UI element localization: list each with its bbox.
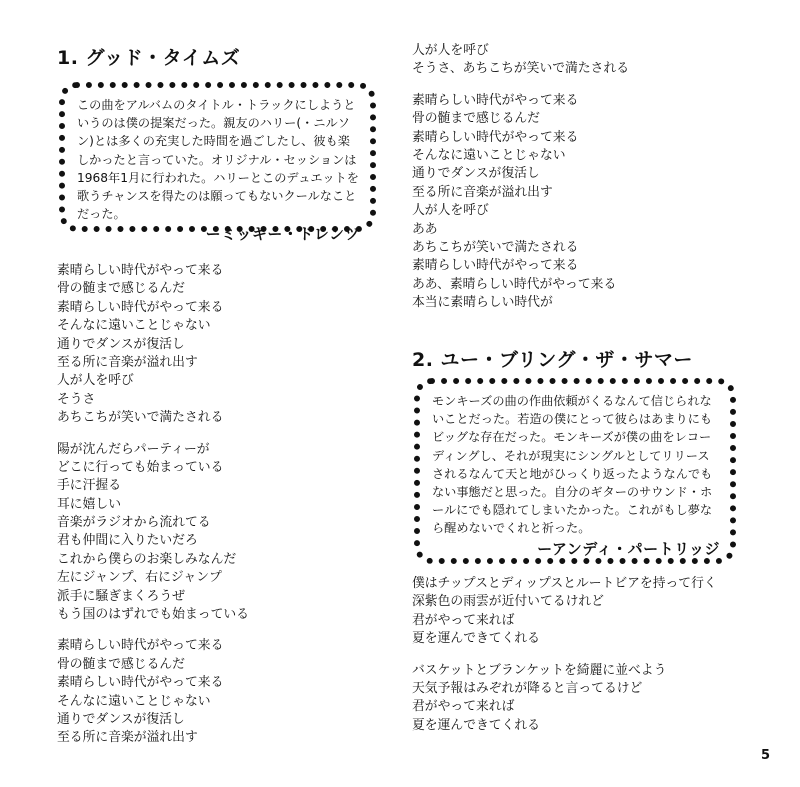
lyric-line: 君がやって来れば — [412, 699, 515, 715]
lyric-line: バスケットとブランケットを綺麗に並べよう — [412, 662, 667, 678]
lyric-line: 素晴らしい時代がやって来る — [57, 675, 224, 691]
lyric-line: 僕はチップスとディップスとルートビアを持って行く — [412, 576, 717, 591]
lyric-line: 派手に騒ぎまくろうぜ — [57, 588, 185, 604]
lyric-line: 陽が沈んだらパーティーが — [57, 441, 210, 457]
lyric-line: あちこちが笑いで満たされる — [57, 410, 224, 426]
lyric-line: あちこちが笑いで満たされる — [412, 239, 579, 255]
lyric-line: ああ、素晴らしい時代がやって来る — [412, 276, 617, 292]
lyric-line: 手に汗握る — [57, 478, 121, 494]
lyric-line: 素晴らしい時代がやって来る — [57, 263, 224, 278]
lyric-line: 至る所に音楽が溢れ出す — [57, 354, 198, 370]
lyric-line: 素晴らしい時代がやって来る — [412, 129, 579, 145]
lyric-line: これから僕らのお楽しみなんだ — [57, 551, 237, 567]
lyric-line: 人が人を呼び — [57, 373, 134, 389]
lyric-line: 至る所に音楽が溢れ出す — [412, 184, 553, 200]
lyric-line: 通りでダンスが復活し — [412, 166, 540, 182]
lyric-line: 骨の髄まで感じるんだ — [57, 281, 185, 297]
lyric-line: 骨の髄まで感じるんだ — [412, 111, 540, 127]
lyric-line: 深紫色の雨雲が近付いてるけれど — [412, 594, 604, 610]
page-number: 5 — [760, 748, 770, 763]
song1-commentary-box — [59, 82, 376, 244]
lyric-line: 人が人を呼び — [412, 203, 489, 219]
lyric-line: そうさ — [57, 391, 96, 407]
lyric-line: 音楽がラジオから流れてる — [57, 515, 211, 531]
lyric-line: もう国のはずれでも始まっている — [57, 607, 249, 623]
lyric-line: そんなに遠いことじゃない — [412, 147, 566, 163]
lyric-line: 素晴らしい時代がやって来る — [412, 92, 579, 108]
lyric-line: 素晴らしい時代がやって来る — [57, 299, 224, 315]
lyric-line: 天気予報はみぞれが降ると言ってるけど — [412, 680, 643, 696]
lyric-line: 骨の髄まで感じるんだ — [57, 656, 185, 672]
lyric-line: 人が人を呼び — [412, 43, 489, 58]
song1-title: 1. グッド・タイムズ — [57, 47, 241, 69]
lyric-line: 夏を運んできてくれる — [412, 717, 540, 733]
song1-commentary-credit: ーミッキー・ドレンツ — [205, 225, 360, 244]
lyric-line: そうさ、あちこちが笑いで満たされる — [412, 61, 630, 77]
song1-lyrics — [57, 262, 249, 748]
song2-commentary-credit: ーアンディ・パートリッジ — [537, 539, 720, 558]
lyric-line: 通りでダンスが復活し — [57, 711, 185, 727]
lyric-line: 本当に素晴らしい時代が — [412, 295, 553, 311]
lyric-line: そんなに遠いことじゃない — [57, 693, 211, 709]
lyric-line: 素晴らしい時代がやって来る — [412, 258, 579, 274]
lyric-line: 君がやって来れば — [412, 612, 515, 628]
stanza-gap — [412, 79, 629, 92]
lyric-line: 夏を運んできてくれる — [412, 631, 540, 647]
lyric-line: どこに行っても始まっている — [57, 459, 224, 475]
song2-commentary-box — [414, 378, 736, 564]
song1-commentary-text: この曲をアルバムのタイトル・トラックにしようというのは僕の提案だった。親友のハリー(・ニルソン)とは多くの充実した時間を過ごしたし、彼も楽しかったと言っていた。オリジナル・セッションは1968年1月に行われた。ハリーとこのデュエットを歌うチャンスを得たのは願ってもないクールなことだった。 — [77, 98, 359, 222]
lyric-line: 左にジャンプ、右にジャンプ — [57, 570, 222, 586]
lyric-line: そんなに遠いことじゃない — [57, 318, 211, 334]
stanza-gap — [57, 428, 249, 441]
lyric-line: 耳に嬉しい — [57, 496, 121, 512]
stanza-gap — [412, 649, 717, 662]
lyric-line: 至る所に音楽が溢れ出す — [57, 730, 198, 746]
song2-lyrics — [412, 575, 717, 735]
lyric-line: 君も仲間に入りたいだろ — [57, 533, 198, 549]
lyric-line: 通りでダンスが復活し — [57, 336, 185, 352]
song2-title: 2. ユー・ブリング・ザ・サマー — [412, 349, 693, 371]
song2-commentary-text: モンキーズの曲の作曲依頼がくるなんて信じられないことだった。若造の僕にとって彼らはあまりにもビッグな存在だった。モンキーズが僕の曲をレコーディングし、それが現実にシングルとしてリリースされるなんて天と地がひっくり返ったようなんでもない事態だと思った。自分のギターのサウンド・ホールにでも隠れてしまいたかった。これがもし夢なら醒めないでくれと祈った。 — [432, 394, 713, 536]
lyric-line: 素晴らしい時代がやって来る — [57, 638, 224, 654]
stanza-gap — [57, 624, 249, 637]
song1-lyrics-continued — [412, 42, 629, 312]
lyric-line: ああ — [412, 221, 438, 237]
